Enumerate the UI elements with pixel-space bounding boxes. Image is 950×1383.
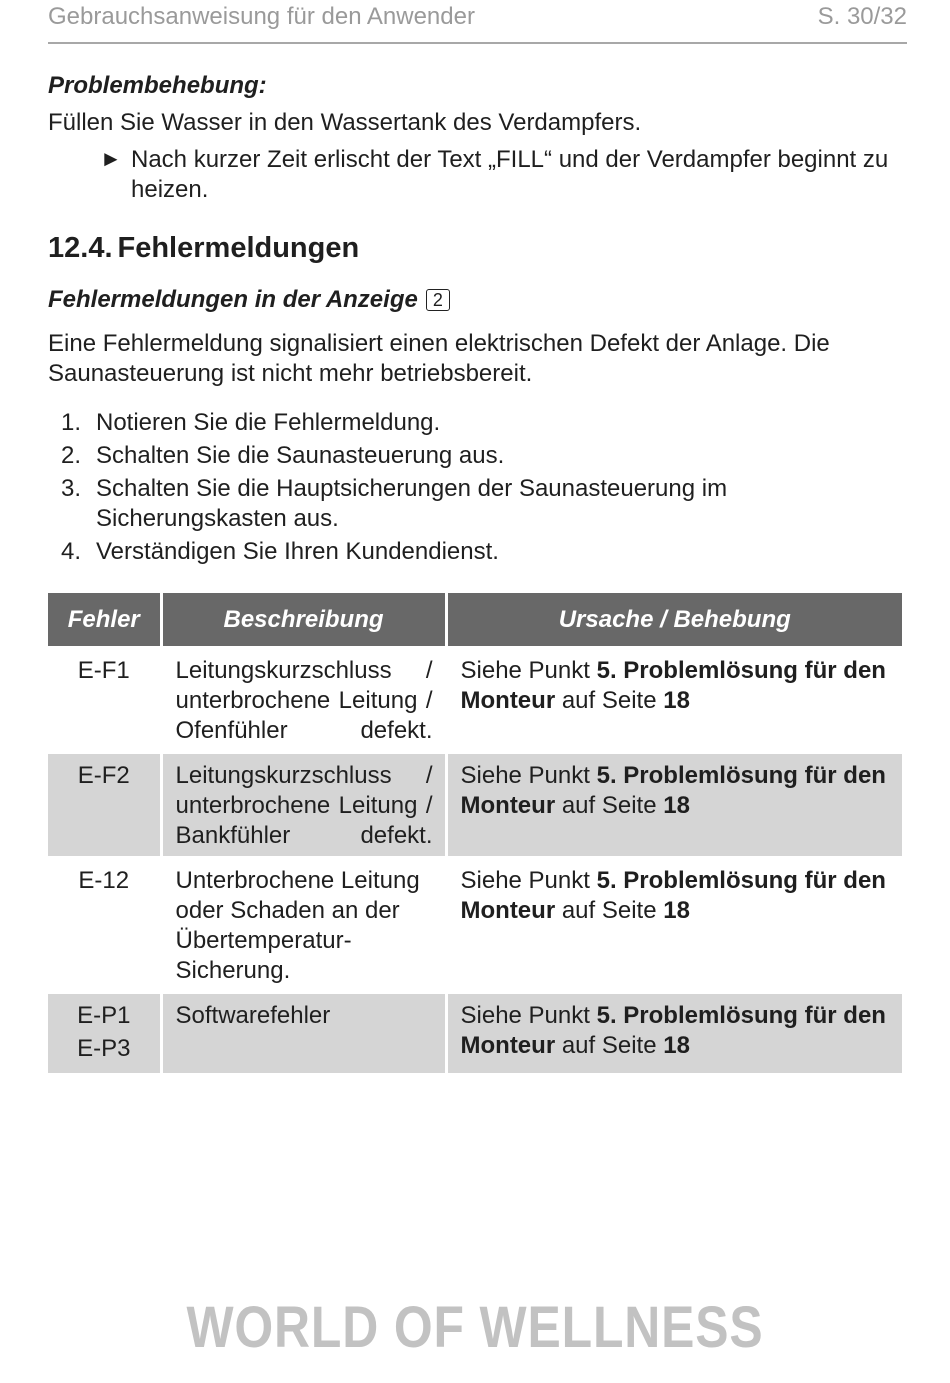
table-header-row: [48, 593, 902, 648]
problem-instruction: Füllen Sie Wasser in den Wassertank des Verdampfers.: [48, 109, 642, 136]
remedy-reference: 5. Problemlösung für den Monteur: [460, 867, 886, 924]
step-text: Notieren Sie die Fehlermeldung.: [96, 409, 441, 436]
list-item: [48, 408, 908, 438]
error-code: [48, 993, 161, 1075]
column-header-description: Beschreibung: [161, 593, 446, 648]
remedy-prefix: Siehe Punkt: [460, 762, 590, 789]
step-text: Verständigen Sie Ihren Kundendienst.: [96, 538, 499, 565]
remedy-page-label: auf Seite: [561, 687, 657, 714]
list-item: [48, 441, 908, 471]
remedy-reference: 5. Problemlösung für den Monteur: [460, 1002, 886, 1059]
table-row: [48, 648, 902, 753]
remedy-page-label: auf Seite: [561, 897, 657, 924]
remedy-prefix: Siehe Punkt: [460, 867, 590, 894]
error-code: E-F2: [48, 753, 161, 858]
page-number: S. 30/32: [817, 3, 907, 30]
remedy-page-number: 18: [663, 1032, 690, 1059]
brand-logo: WORLD OF WELLNESS: [186, 1295, 764, 1360]
remedy-page-number: 18: [663, 792, 690, 819]
error-code-secondary: E-P3: [77, 1035, 131, 1062]
intro-paragraph: Eine Fehlermeldung signalisiert einen elektrischen Defekt der Anlage. Die Saunasteuerung ist nicht mehr betriebsbereit.: [48, 330, 830, 387]
remedy-reference: 5. Problemlösung für den Monteur: [460, 657, 886, 714]
column-header-cause: Ursache / Behebung: [446, 593, 902, 648]
list-item: [48, 474, 908, 534]
section-heading: [48, 232, 359, 265]
sub-heading: [48, 286, 450, 314]
step-number: 4.: [61, 538, 82, 565]
remedy-page-number: 18: [663, 687, 690, 714]
error-description: Softwarefehler: [161, 993, 446, 1075]
error-code: E-12: [48, 858, 161, 993]
result-arrow-icon: ►: [100, 146, 122, 171]
step-text: Schalten Sie die Hauptsicherungen der Saunasteuerung im Sicherungskasten aus.: [96, 475, 728, 532]
step-text: Schalten Sie die Saunasteuerung aus.: [96, 442, 505, 469]
page-header: [48, 0, 907, 44]
column-header-error: Fehler: [48, 593, 161, 648]
step-number: 1.: [61, 409, 82, 436]
error-remedy: [446, 858, 902, 993]
error-table: [48, 593, 902, 1076]
error-code: E-F1: [48, 648, 161, 753]
error-remedy: [446, 753, 902, 858]
error-description: Unterbrochene Leitung oder Schaden an der Übertemperatur-Sicherung.: [161, 858, 446, 993]
remedy-prefix: Siehe Punkt: [460, 1002, 590, 1029]
remedy-prefix: Siehe Punkt: [460, 657, 590, 684]
table-row: [48, 753, 902, 858]
step-number: 3.: [61, 475, 82, 502]
step-number: 2.: [61, 442, 82, 469]
list-item: [48, 537, 908, 567]
remedy-page-number: 18: [663, 897, 690, 924]
problem-result: Nach kurzer Zeit erlischt der Text „FILL“ und der Verdampfer beginnt zu heizen.: [131, 146, 889, 203]
section-number: 12.4.: [48, 232, 113, 264]
section-title: Fehlermeldungen: [117, 232, 360, 264]
display-key-reference: 2: [426, 289, 450, 311]
steps-list: [48, 408, 908, 570]
sub-heading-text: Fehlermeldungen in der Anzeige: [48, 286, 418, 313]
remedy-reference: 5. Problemlösung für den Monteur: [460, 762, 886, 819]
problem-heading: Problembehebung:: [48, 72, 267, 99]
error-code-primary: E-P1: [77, 1002, 131, 1029]
error-description: Leitungskurzschluss / unterbrochene Leitung / Ofenfühler defekt.: [161, 648, 446, 753]
document-title: Gebrauchsanweisung für den Anwender: [48, 3, 475, 30]
table-row: [48, 993, 902, 1075]
error-remedy: [446, 993, 902, 1075]
table-row: [48, 858, 902, 993]
error-remedy: [446, 648, 902, 753]
remedy-page-label: auf Seite: [561, 1032, 657, 1059]
remedy-page-label: auf Seite: [561, 792, 657, 819]
error-description: Leitungskurzschluss / unterbrochene Leitung / Bankfühler defekt.: [161, 753, 446, 858]
